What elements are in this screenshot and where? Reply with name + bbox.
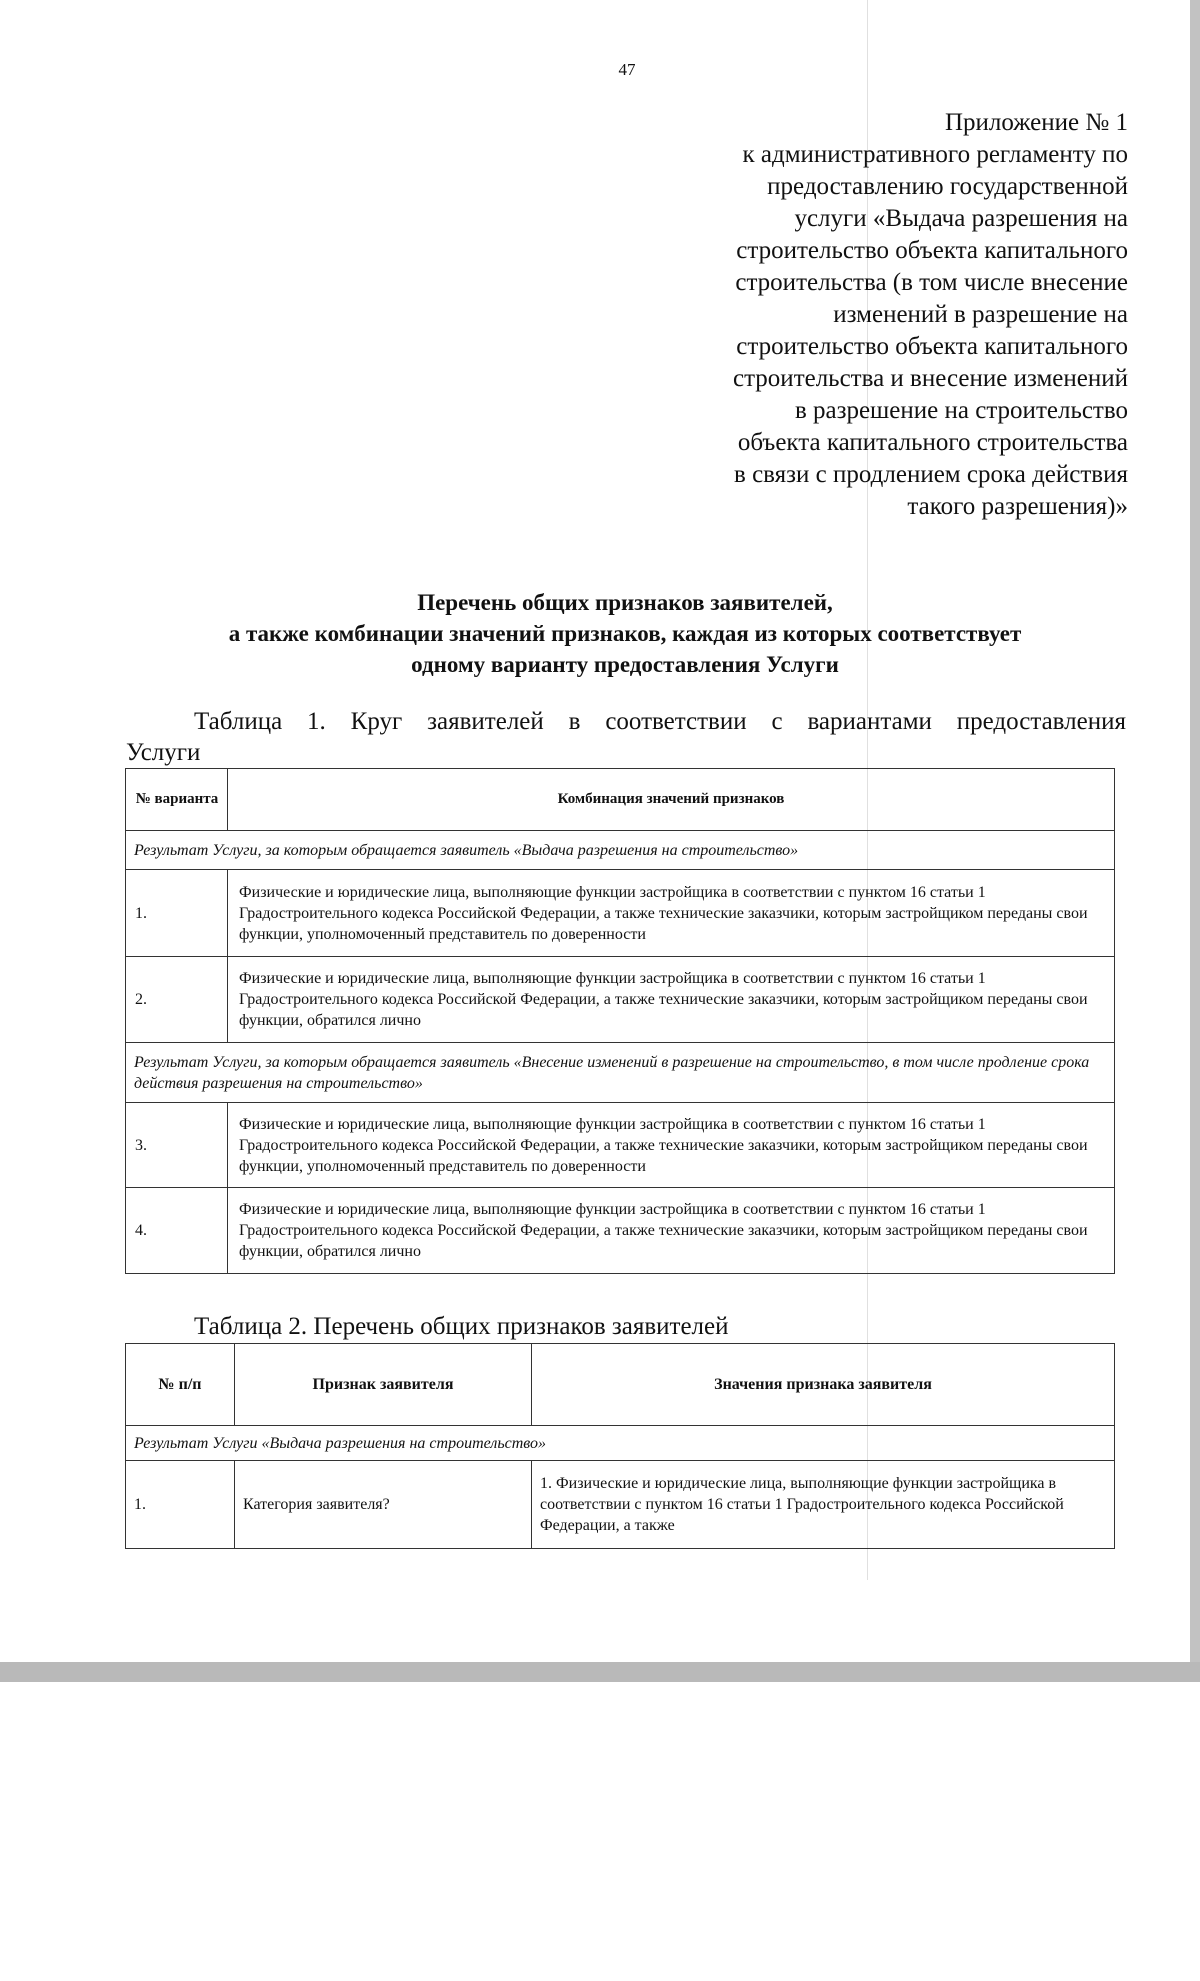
appendix-line: изменений в разрешение на [833, 301, 1128, 328]
appendix-line: объекта капитального строительства [737, 429, 1128, 456]
variant-description: Физические и юридические лица, выполняющие функции застройщика в соответствии с пунктом 16 статьи 1 Градостроительного кодекса Российской Федерации, а также технические заказчики, которым застройщиком переданы свои функции, обратился лично [228, 1188, 1115, 1274]
table1-caption-line: Услуги [126, 739, 201, 766]
variant-number: 4. [126, 1188, 228, 1274]
table-header-row [126, 769, 1115, 831]
row-sign: Категория заявителя? [235, 1461, 532, 1549]
heading-line: а также комбинации значений признаков, каждая из которых соответствует [228, 621, 1022, 646]
table1-caption-line: Таблица 1. Круг заявителей в соответствии с вариантами предоставления [194, 708, 1126, 735]
appendix-line: услуги «Выдача разрешения на [794, 205, 1128, 232]
heading-line: Перечень общих признаков заявителей, [417, 590, 833, 615]
appendix-line: строительства и внесение изменений [732, 365, 1128, 392]
table-row [126, 1461, 1115, 1549]
appendix-line: строительство объекта капитального [736, 237, 1128, 264]
page-edge [1190, 0, 1200, 1682]
result-row [126, 1426, 1115, 1461]
row-number: 1. [126, 1461, 235, 1549]
appendix-line: предоставлению государственной [767, 173, 1128, 200]
table2-caption: Таблица 2. Перечень общих признаков заявителей [194, 1313, 729, 1340]
table-row [126, 1103, 1115, 1188]
appendix-line: строительства (в том числе внесение [735, 269, 1128, 296]
result-row [126, 831, 1115, 870]
appendix-line: такого разрешения)» [907, 493, 1128, 520]
heading-line: одному варианту предоставления Услуги [411, 652, 839, 677]
header-values: Значения признака заявителя [532, 1344, 1115, 1426]
appendix-line: Приложение № 1 [944, 109, 1128, 136]
appendix-line: к административного регламенту по [742, 141, 1128, 168]
header-sign: Признак заявителя [235, 1344, 532, 1426]
table-row [126, 957, 1115, 1043]
appendix-line: в связи с продлением срока действия [734, 461, 1128, 488]
variant-number: 3. [126, 1103, 228, 1188]
table-row [126, 870, 1115, 957]
appendix-line: в разрешение на строительство [794, 397, 1128, 424]
variant-description: Физические и юридические лица, выполняющие функции застройщика в соответствии с пунктом 16 статьи 1 Градостроительного кодекса Российской Федерации, а также технические заказчики, которым застройщиком переданы свои функции, уполномоченный представитель по доверенности [228, 1103, 1115, 1188]
variant-number: 2. [126, 957, 228, 1043]
page-number: 47 [618, 60, 636, 79]
result-row [126, 1043, 1115, 1103]
variant-description: Физические и юридические лица, выполняющие функции застройщика в соответствии с пунктом 16 статьи 1 Градостроительного кодекса Российской Федерации, а также технические заказчики, которым застройщиком переданы свои функции, обратился лично [228, 957, 1115, 1043]
header-number: № п/п [126, 1344, 235, 1426]
result-cell: Результат Услуги, за которым обращается заявитель «Внесение изменений в разрешение на строительство, в том числе продление срока действия разрешения на строительство» [126, 1043, 1115, 1103]
row-values: 1. Физические и юридические лица, выполняющие функции застройщика в соответствии с пунктом 16 статьи 1 Градостроительного кодекса Российской Федерации, а также [532, 1461, 1115, 1549]
applicants-variants-table [125, 768, 1115, 1274]
header-combination: Комбинация значений признаков [228, 769, 1115, 831]
section-heading [120, 587, 1130, 680]
header-variant-number: № варианта [126, 769, 228, 831]
table-header-row [126, 1344, 1115, 1426]
applicant-signs-table [125, 1343, 1115, 1549]
table-row [126, 1188, 1115, 1274]
variant-description: Физические и юридические лица, выполняющие функции застройщика в соответствии с пунктом 16 статьи 1 Градостроительного кодекса Российской Федерации, а также технические заказчики, которым застройщиком переданы свои функции, уполномоченный представитель по доверенности [228, 870, 1115, 957]
table1-caption [126, 706, 1126, 768]
page-bottom-border [0, 1662, 1200, 1682]
variant-number: 1. [126, 870, 228, 957]
result-cell: Результат Услуги, за которым обращается заявитель «Выдача разрешения на строительство» [126, 831, 1115, 870]
appendix-line: строительство объекта капитального [736, 333, 1128, 360]
appendix-block [608, 107, 1128, 523]
result-cell: Результат Услуги «Выдача разрешения на строительство» [126, 1426, 1115, 1461]
